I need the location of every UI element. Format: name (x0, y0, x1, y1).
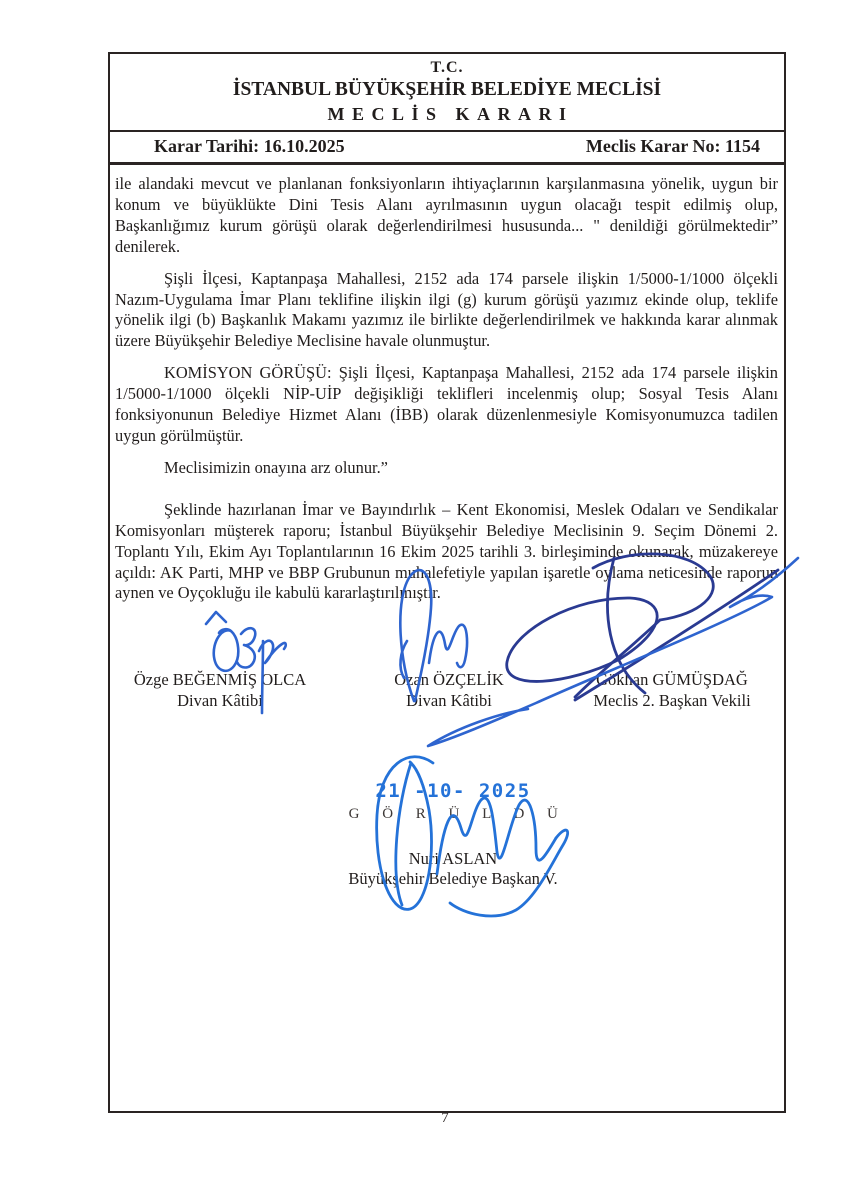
decision-date: Karar Tarihi: 16.10.2025 (154, 136, 345, 156)
approver-name: Nuri ASLAN (408, 849, 498, 868)
paragraph-commission-opinion: KOMİSYON GÖRÜŞÜ: Şişli İlçesi, Kaptanpaşa Mahallesi, 2152 ada 174 parsele ilişkin 1/5000-1/1000 ölçekli NİP-UİP değişikliği teklifleri incelenmiş olup; Sosyal Tesis Alanı fonksiyonunun Belediye Hizmet Alanı (İBB) olarak düzenlenmesiyle Komisyonumuzca tadilen uygun görülmüştür. (115, 363, 778, 445)
document-type-title: MECLİS KARARI (327, 104, 574, 124)
paragraph-resolution: Şeklinde hazırlanan İmar ve Bayındırlık – Kent Ekonomisi, Meslek Odaları ve Sendikalar Komisyonları müşterek raporu; İstanbul Büyükşehir Belediye Meclisinin 9. Seçim Dönemi 2. Toplantı Yılı, Ekim Ayı Toplantılarının 16 Ekim 2025 tarihli 3. birleşiminde okunarak, müzakereye açıldı: AK Parti, MHP ve BBP Grubunun muhalefetiyle yapılan işaretle oylama neticesinde raporun aynen ve Oyçokluğu ile kabulü kararlaştırılmıştır. (115, 499, 778, 603)
signatory-name: Özge BEĞENMİŞ OLCA (133, 670, 307, 689)
approver-title: Büyükşehir Belediye Başkan V. (348, 869, 558, 888)
signatory-title: Meclis 2. Başkan Vekili (593, 691, 751, 710)
decision-meta-row (110, 130, 784, 165)
signatory-title: Divan Kâtibi (177, 691, 263, 710)
institution-title: İSTANBUL BÜYÜKŞEHİR BELEDİYE MECLİSİ (232, 79, 662, 100)
republic-title: T.C. (430, 59, 464, 76)
signatory-title: Divan Kâtibi (406, 691, 492, 710)
document-header (110, 54, 784, 125)
page-number: 7 (441, 1110, 449, 1126)
signatory-block-1 (110, 669, 330, 711)
goruldu-stamp-block (296, 780, 610, 889)
signatory-name: Ozan ÖZÇELİK (394, 670, 504, 689)
stamp-date: 21 -10- 2025 (375, 780, 531, 802)
stamp-label: G Ö R Ü L D Ü (348, 806, 568, 822)
decision-number: Meclis Karar No: 1154 (585, 136, 760, 156)
signatory-block-3 (562, 669, 782, 711)
paragraph-submission: Meclisimizin onayına arz olunur.” (164, 457, 388, 477)
decision-document-frame (108, 52, 786, 1113)
paragraph-referral: Şişli İlçesi, Kaptanpaşa Mahallesi, 2152 ada 174 parsele ilişkin 1/5000-1/1000 ölçekli Nazım-Uygulama İmar Planı teklifine ilişkin ilgi (g) kurum görüşü yazımız ekinde olup, teklife yönelik ilgi (b) Başkanlık Makamı yazımız ile birlikte değerlendirilmek ve hakkında karar alınmak üzere Büyükşehir Belediye Meclisine havale olunmuştur. (115, 268, 778, 351)
decision-body (110, 165, 784, 604)
signatory-block-2 (339, 669, 559, 711)
paragraph-continuation: ile alandaki mevcut ve planlanan fonksiyonların ihtiyaçlarının karşılanmasına yönelik, uygun bir konum ve büyüklükte Dini Tesis Alanı ayrılmasının uygun olacağı tespit edilmiş olup, Başkanlığımız kurum görüşü olarak değerlendirilmesi hususunda... " denildiği görülmektedir” denilerek. (115, 174, 778, 256)
signatory-name: Gökhan GÜMÜŞDAĞ (596, 670, 748, 689)
